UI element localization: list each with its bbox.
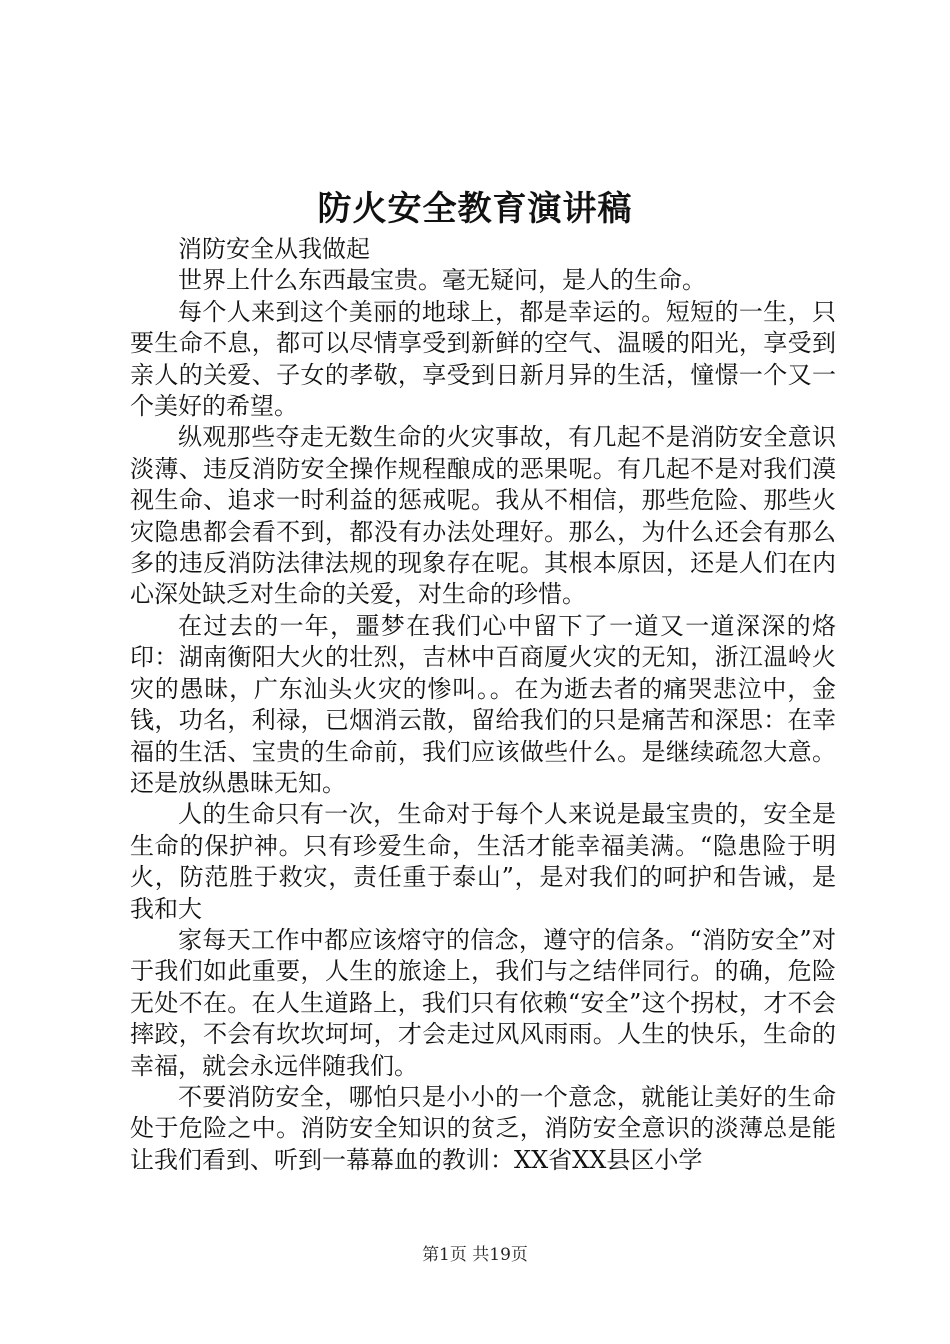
- paragraph: 纵观那些夺走无数生命的火灾事故，有几起不是消防安全意识淡薄、违反消防安全操作规程酿成的恶果呢。有几起不是对我们漠视生命、追求一时利益的惩戒呢。我从不相信，那些危险、那些火灾隐患都会看不到，都没有办法处理好。那么，为什么还会有那么多的违反消防法律法规的现象存在呢。其根本原因，还是人们在内心深处缺乏对生命的关爱，对生命的珍惜。: [130, 423, 836, 609]
- paragraph: 人的生命只有一次，生命对于每个人来说是最宝贵的，安全是生命的保护神。只有珍爱生命，生活才能幸福美满。“隐患险于明火，防范胜于救灾，责任重于泰山”，是对我们的呵护和告诫，是我和大: [130, 800, 836, 923]
- paragraph: 世界上什么东西最宝贵。毫无疑问，是人的生命。: [178, 266, 706, 295]
- paragraph: 家每天工作中都应该熔守的信念，遵守的信条。“消防安全”对于我们如此重要，人生的旅途上，我们与之结伴同行。的确，危险无处不在。在人生道路上，我们只有依赖“安全”这个拐杖，才不会摔跤，不会有坎坎坷坷，才会走过风风雨雨。人生的快乐，生命的幸福，就会永远伴随我们。: [130, 925, 836, 1080]
- paragraph-subtitle: 消防安全从我做起: [178, 235, 370, 263]
- document-body: [130, 234, 836, 1176]
- paragraph: 不要消防安全，哪怕只是小小的一个意念，就能让美好的生命处于危险之中。消防安全知识的贫乏，消防安全意识的淡薄总是能让我们看到、听到一幕幕血的教训：XX省XX县区小学: [130, 1082, 836, 1174]
- paragraph: 在过去的一年，噩梦在我们心中留下了一道又一道深深的烙印：湖南衡阳大火的壮烈，吉林中百商厦火灾的无知，浙江温岭火灾的愚昧，广东汕头火灾的惨叫。。在为逝去者的痛哭悲泣中，金钱，功名，利禄，已烟消云散，留给我们的只是痛苦和深思：在幸福的生活、宝贵的生命前，我们应该做些什么。是继续疏忽大意。还是放纵愚昧无知。: [130, 611, 836, 797]
- paragraph: 每个人来到这个美丽的地球上，都是幸运的。短短的一生，只要生命不息，都可以尽情享受到新鲜的空气、温暖的阳光，享受到亲人的关爱、子女的孝敬，享受到日新月异的生活，憧憬一个又一个美好的希望。: [130, 297, 836, 421]
- page-footer: 第1页 共19页: [422, 1245, 528, 1265]
- document-title: 防火安全教育演讲稿: [317, 189, 633, 229]
